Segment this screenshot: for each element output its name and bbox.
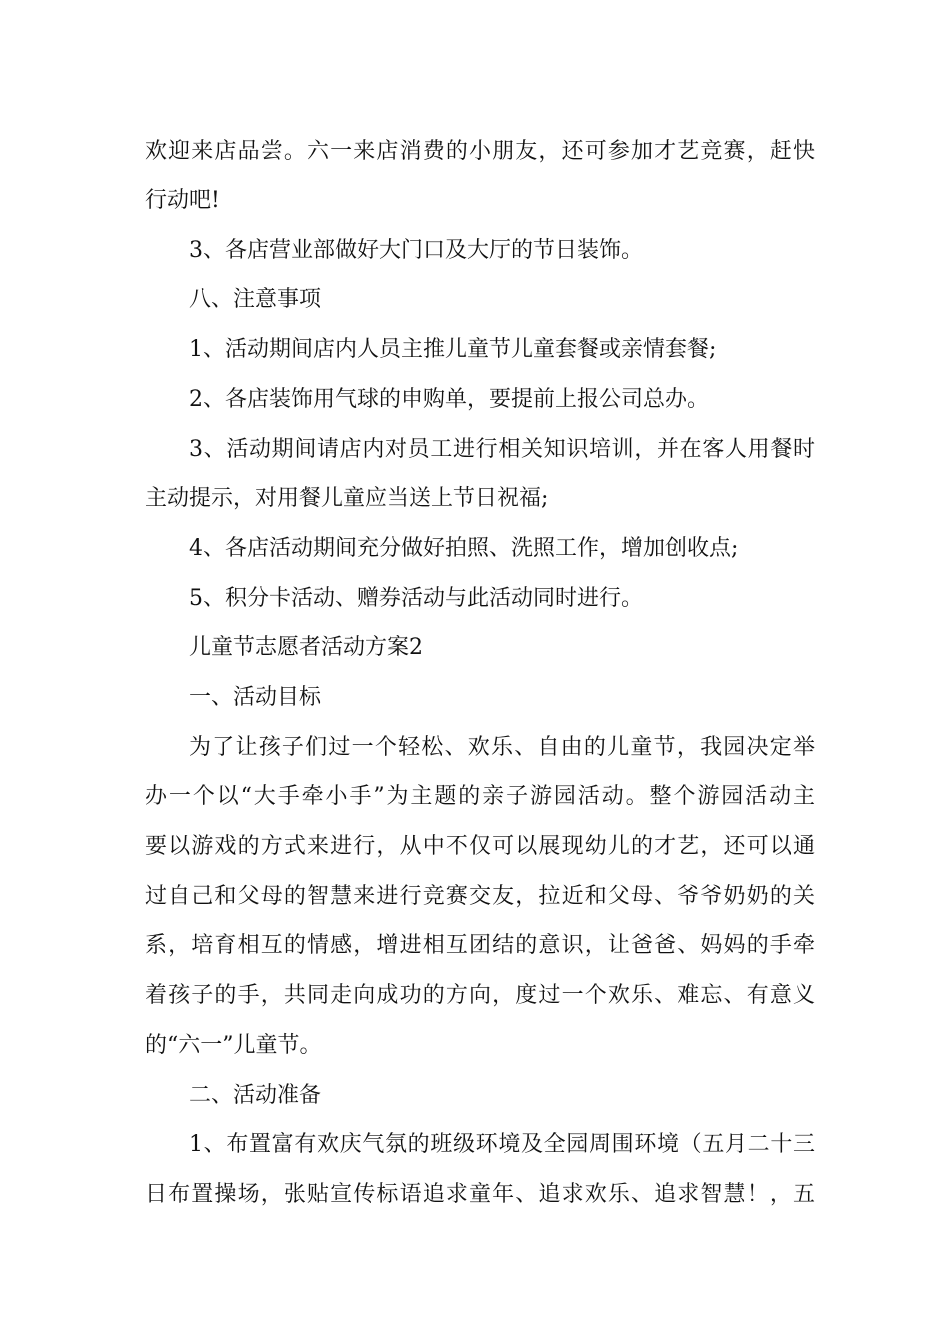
section-heading: 一、活动目标 bbox=[189, 685, 322, 710]
list-item: 1、布置富有欢庆气氛的班级环境及全园周围环境（五月二十三 bbox=[189, 1132, 815, 1157]
list-item: 4、各店活动期间充分做好拍照、洗照工作，增加创收点; bbox=[189, 536, 739, 561]
section-heading: 二、活动准备 bbox=[189, 1083, 322, 1108]
list-item: 3、各店营业部做好大门口及大厅的节日装饰。 bbox=[189, 238, 643, 263]
paragraph-line: 要以游戏的方式来进行，从中不仅可以展现幼儿的才艺，还可以通 bbox=[145, 834, 815, 859]
paragraph-line: 欢迎来店品尝。六一来店消费的小朋友，还可参加才艺竞赛，赶快 bbox=[145, 139, 815, 164]
paragraph-line: 着孩子的手，共同走向成功的方向，度过一个欢乐、难忘、有意义 bbox=[145, 983, 815, 1008]
paragraph-line: 行动吧! bbox=[145, 188, 220, 213]
paragraph-line: 主动提示，对用餐儿童应当送上节日祝福; bbox=[145, 486, 549, 511]
paragraph-line: 的“六一”儿童节。 bbox=[145, 1033, 322, 1058]
paragraph-line: 日布置操场，张贴宣传标语追求童年、追求欢乐、追求智慧！，五 bbox=[145, 1182, 815, 1207]
list-item: 5、积分卡活动、赠券活动与此活动同时进行。 bbox=[189, 586, 643, 611]
section-heading: 八、注意事项 bbox=[189, 287, 322, 312]
list-item: 2、各店装饰用气球的申购单，要提前上报公司总办。 bbox=[189, 387, 709, 412]
list-item: 3、活动期间请店内对员工进行相关知识培训，并在客人用餐时 bbox=[189, 437, 815, 462]
list-item: 1、活动期间店内人员主推儿童节儿童套餐或亲情套餐; bbox=[189, 337, 717, 362]
paragraph-line: 系，培育相互的情感，增进相互团结的意识，让爸爸、妈妈的手牵 bbox=[145, 933, 815, 958]
paragraph-line: 为了让孩子们过一个轻松、欢乐、自由的儿童节，我园决定举 bbox=[189, 735, 815, 760]
document-title: 儿童节志愿者活动方案2 bbox=[189, 635, 423, 660]
paragraph-line: 过自己和父母的智慧来进行竞赛交友，拉近和父母、爷爷奶奶的关 bbox=[145, 884, 815, 909]
paragraph-line: 办一个以“大手牵小手”为主题的亲子游园活动。整个游园活动主 bbox=[145, 784, 815, 809]
